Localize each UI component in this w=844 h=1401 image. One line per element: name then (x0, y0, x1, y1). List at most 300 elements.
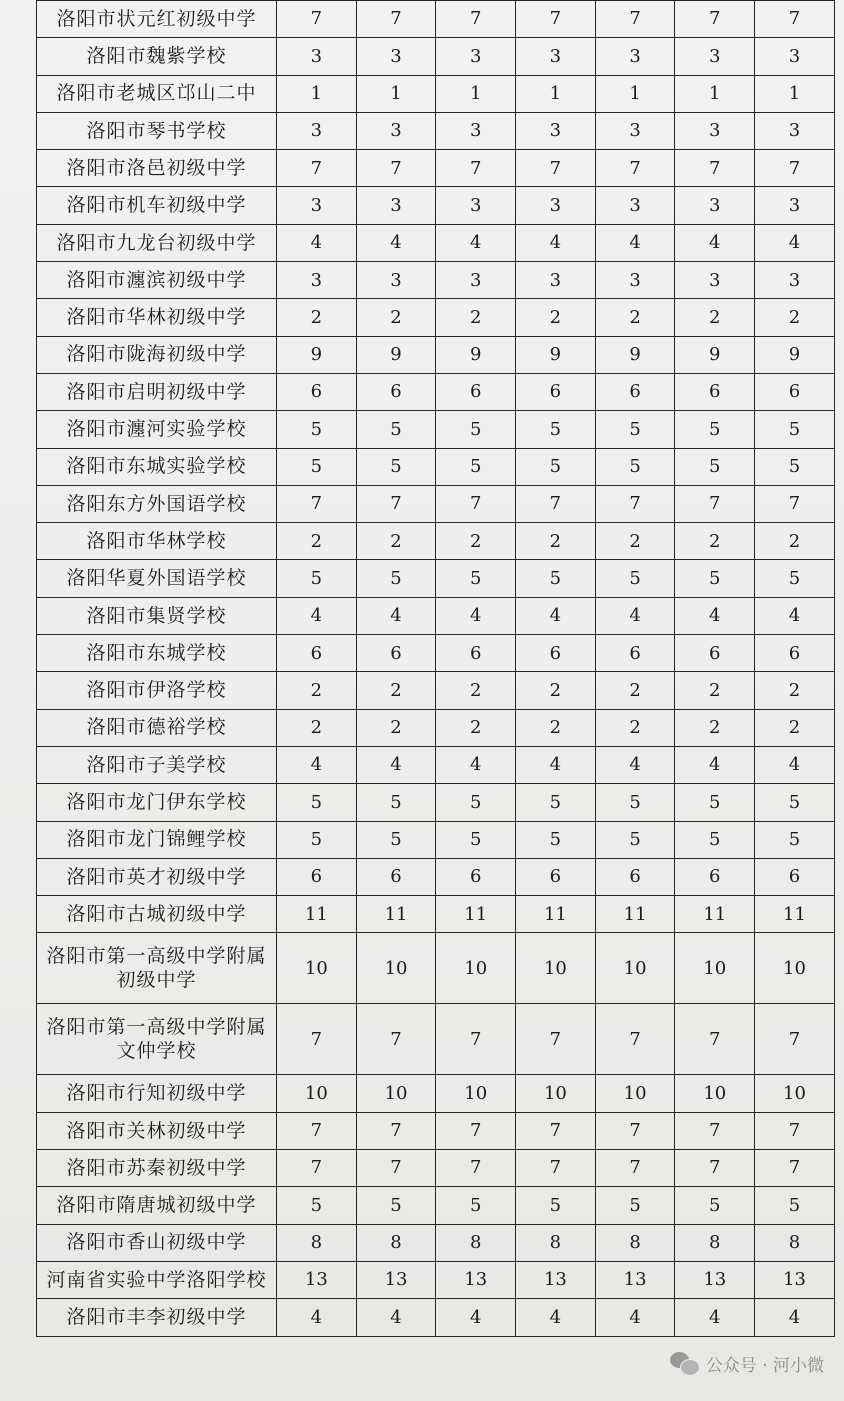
school-name-cell: 洛阳华夏外国语学校 (37, 560, 277, 597)
quota-value-cell: 2 (755, 299, 835, 336)
wechat-account-watermark (670, 1350, 824, 1376)
quota-value-cell: 7 (356, 1, 436, 38)
quota-value-cell: 7 (675, 1150, 755, 1187)
table-row (37, 1004, 835, 1075)
quota-value-cell: 7 (356, 150, 436, 187)
quota-value-cell: 5 (436, 784, 516, 821)
table-row (37, 597, 835, 634)
quota-value-cell: 4 (356, 224, 436, 261)
quota-value-cell: 5 (277, 1187, 357, 1224)
quota-value-cell: 9 (675, 336, 755, 373)
quota-value-cell: 4 (436, 597, 516, 634)
quota-value-cell: 3 (675, 262, 755, 299)
quota-value-cell: 3 (436, 262, 516, 299)
quota-value-cell: 10 (516, 1075, 596, 1112)
quota-value-cell: 6 (356, 858, 436, 895)
school-name-cell: 洛阳市香山初级中学 (37, 1224, 277, 1261)
quota-value-cell: 2 (516, 709, 596, 746)
quota-value-cell: 8 (436, 1224, 516, 1261)
quota-value-cell: 10 (595, 1075, 675, 1112)
quota-value-cell: 2 (436, 299, 516, 336)
table-row (37, 1187, 835, 1224)
quota-value-cell: 2 (516, 299, 596, 336)
quota-value-cell: 5 (356, 411, 436, 448)
quota-value-cell: 5 (595, 448, 675, 485)
quota-value-cell: 7 (516, 1112, 596, 1149)
quota-value-cell: 3 (516, 112, 596, 149)
quota-value-cell: 7 (436, 1004, 516, 1075)
quota-value-cell: 2 (595, 299, 675, 336)
quota-value-cell: 5 (595, 411, 675, 448)
table-row (37, 709, 835, 746)
quota-value-cell: 7 (595, 1150, 675, 1187)
quota-value-cell: 3 (436, 38, 516, 75)
quota-value-cell: 6 (516, 635, 596, 672)
quota-value-cell: 2 (277, 299, 357, 336)
quota-value-cell: 5 (516, 560, 596, 597)
quota-value-cell: 3 (277, 187, 357, 224)
quota-value-cell: 3 (516, 262, 596, 299)
quota-value-cell: 4 (516, 746, 596, 783)
quota-value-cell: 5 (516, 821, 596, 858)
quota-value-cell: 4 (755, 1299, 835, 1336)
quota-value-cell: 7 (436, 1112, 516, 1149)
school-name-cell: 洛阳市瀍河实验学校 (37, 411, 277, 448)
quota-value-cell: 3 (755, 112, 835, 149)
table-row (37, 299, 835, 336)
quota-value-cell: 5 (436, 1187, 516, 1224)
quota-value-cell: 4 (675, 746, 755, 783)
school-name-cell: 洛阳东方外国语学校 (37, 485, 277, 522)
quota-value-cell: 10 (675, 1075, 755, 1112)
quota-value-cell: 5 (675, 784, 755, 821)
quota-value-cell: 2 (675, 672, 755, 709)
quota-value-cell: 4 (356, 1299, 436, 1336)
table-row (37, 1112, 835, 1149)
quota-value-cell: 9 (595, 336, 675, 373)
quota-value-cell: 3 (356, 187, 436, 224)
quota-value-cell: 3 (436, 187, 516, 224)
table-row (37, 1224, 835, 1261)
quota-value-cell: 3 (675, 187, 755, 224)
quota-value-cell: 5 (516, 1187, 596, 1224)
quota-value-cell: 5 (356, 448, 436, 485)
table-row (37, 38, 835, 75)
quota-value-cell: 9 (436, 336, 516, 373)
quota-value-cell: 2 (516, 523, 596, 560)
quota-value-cell: 11 (675, 896, 755, 933)
quota-value-cell: 5 (277, 821, 357, 858)
quota-value-cell: 13 (755, 1261, 835, 1298)
quota-value-cell: 9 (516, 336, 596, 373)
table-row (37, 262, 835, 299)
quota-value-cell: 3 (595, 262, 675, 299)
quota-value-cell: 5 (516, 784, 596, 821)
quota-value-cell: 8 (595, 1224, 675, 1261)
quota-value-cell: 10 (436, 1075, 516, 1112)
table-row (37, 1075, 835, 1112)
quota-value-cell: 7 (755, 1, 835, 38)
quota-value-cell: 5 (516, 448, 596, 485)
quota-value-cell: 7 (516, 1004, 596, 1075)
quota-value-cell: 2 (516, 672, 596, 709)
quota-value-cell: 11 (277, 896, 357, 933)
table-row (37, 150, 835, 187)
quota-value-cell: 1 (436, 75, 516, 112)
quota-value-cell: 5 (675, 448, 755, 485)
quota-value-cell: 7 (277, 1004, 357, 1075)
quota-value-cell: 7 (516, 150, 596, 187)
quota-value-cell: 10 (755, 1075, 835, 1112)
quota-value-cell: 10 (277, 933, 357, 1004)
table-row (37, 746, 835, 783)
quota-value-cell: 2 (595, 523, 675, 560)
quota-value-cell: 6 (675, 373, 755, 410)
quota-table-body (37, 1, 835, 1337)
quota-value-cell: 4 (516, 597, 596, 634)
quota-value-cell: 4 (516, 224, 596, 261)
quota-value-cell: 5 (277, 448, 357, 485)
quota-value-cell: 8 (277, 1224, 357, 1261)
quota-value-cell: 5 (356, 1187, 436, 1224)
quota-value-cell: 2 (356, 709, 436, 746)
quota-value-cell: 3 (516, 38, 596, 75)
quota-value-cell: 4 (595, 1299, 675, 1336)
school-name-cell: 洛阳市机车初级中学 (37, 187, 277, 224)
quota-value-cell: 6 (277, 635, 357, 672)
quota-value-cell: 5 (595, 821, 675, 858)
quota-value-cell: 10 (356, 933, 436, 1004)
watermark-text: 公众号 · 河小微 (705, 1355, 824, 1376)
school-name-cell: 洛阳市龙门伊东学校 (37, 784, 277, 821)
quota-value-cell: 7 (595, 1, 675, 38)
table-row (37, 672, 835, 709)
quota-value-cell: 13 (675, 1261, 755, 1298)
quota-value-cell: 5 (595, 784, 675, 821)
quota-value-cell: 2 (356, 523, 436, 560)
school-name-cell: 洛阳市子美学校 (37, 746, 277, 783)
quota-value-cell: 5 (755, 411, 835, 448)
table-row (37, 224, 835, 261)
quota-value-cell: 4 (277, 597, 357, 634)
quota-value-cell: 5 (516, 411, 596, 448)
quota-value-cell: 4 (516, 1299, 596, 1336)
quota-value-cell: 5 (755, 448, 835, 485)
quota-value-cell: 7 (277, 485, 357, 522)
quota-value-cell: 3 (675, 38, 755, 75)
quota-value-cell: 11 (516, 896, 596, 933)
quota-value-cell: 6 (516, 373, 596, 410)
quota-value-cell: 3 (595, 38, 675, 75)
quota-value-cell: 7 (675, 485, 755, 522)
quota-value-cell: 1 (277, 75, 357, 112)
quota-value-cell: 4 (277, 224, 357, 261)
quota-value-cell: 2 (436, 709, 516, 746)
quota-value-cell: 5 (436, 560, 516, 597)
quota-value-cell: 7 (595, 485, 675, 522)
quota-value-cell: 4 (356, 597, 436, 634)
quota-value-cell: 10 (595, 933, 675, 1004)
quota-value-cell: 11 (356, 896, 436, 933)
quota-value-cell: 5 (277, 560, 357, 597)
table-row (37, 1, 835, 38)
quota-value-cell: 4 (436, 224, 516, 261)
quota-value-cell: 7 (755, 1112, 835, 1149)
table-row (37, 821, 835, 858)
quota-value-cell: 2 (755, 523, 835, 560)
school-name-cell: 洛阳市龙门锦鲤学校 (37, 821, 277, 858)
quota-value-cell: 4 (755, 746, 835, 783)
quota-value-cell: 4 (675, 224, 755, 261)
quota-value-cell: 5 (436, 411, 516, 448)
quota-value-cell: 2 (675, 299, 755, 336)
table-row (37, 112, 835, 149)
quota-value-cell: 1 (675, 75, 755, 112)
quota-value-cell: 4 (675, 597, 755, 634)
quota-value-cell: 7 (516, 1, 596, 38)
school-name-cell: 洛阳市九龙台初级中学 (37, 224, 277, 261)
quota-value-cell: 3 (436, 112, 516, 149)
quota-value-cell: 7 (277, 1150, 357, 1187)
quota-value-cell: 5 (675, 821, 755, 858)
school-name-cell: 洛阳市古城初级中学 (37, 896, 277, 933)
quota-value-cell: 7 (277, 150, 357, 187)
table-row (37, 635, 835, 672)
quota-value-cell: 8 (516, 1224, 596, 1261)
quota-value-cell: 11 (436, 896, 516, 933)
school-name-cell: 洛阳市陇海初级中学 (37, 336, 277, 373)
quota-value-cell: 1 (755, 75, 835, 112)
quota-value-cell: 7 (277, 1112, 357, 1149)
quota-value-cell: 4 (595, 597, 675, 634)
quota-value-cell: 7 (356, 485, 436, 522)
quota-value-cell: 2 (277, 709, 357, 746)
school-name-cell: 河南省实验中学洛阳学校 (37, 1261, 277, 1298)
table-row (37, 485, 835, 522)
quota-value-cell: 13 (516, 1261, 596, 1298)
quota-value-cell: 7 (516, 485, 596, 522)
quota-value-cell: 2 (755, 709, 835, 746)
wechat-icon (670, 1350, 700, 1376)
table-row (37, 560, 835, 597)
quota-value-cell: 7 (356, 1112, 436, 1149)
quota-value-cell: 6 (436, 373, 516, 410)
quota-value-cell: 7 (356, 1150, 436, 1187)
quota-value-cell: 3 (675, 112, 755, 149)
quota-value-cell: 6 (356, 373, 436, 410)
quota-value-cell: 6 (277, 373, 357, 410)
quota-value-cell: 1 (356, 75, 436, 112)
quota-value-cell: 9 (755, 336, 835, 373)
quota-value-cell: 4 (277, 746, 357, 783)
quota-table (36, 0, 835, 1337)
quota-value-cell: 2 (436, 523, 516, 560)
quota-value-cell: 7 (755, 1150, 835, 1187)
quota-value-cell: 7 (595, 1112, 675, 1149)
school-name-cell: 洛阳市第一高级中学附属文仲学校 (37, 1004, 277, 1075)
quota-value-cell: 6 (277, 858, 357, 895)
quota-value-cell: 7 (755, 1004, 835, 1075)
school-name-cell: 洛阳市伊洛学校 (37, 672, 277, 709)
quota-value-cell: 3 (277, 38, 357, 75)
school-name-cell: 洛阳市东城实验学校 (37, 448, 277, 485)
quota-value-cell: 7 (675, 1004, 755, 1075)
quota-value-cell: 7 (595, 150, 675, 187)
school-name-cell: 洛阳市洛邑初级中学 (37, 150, 277, 187)
quota-value-cell: 8 (755, 1224, 835, 1261)
table-row (37, 933, 835, 1004)
table-row (37, 1150, 835, 1187)
quota-value-cell: 10 (436, 933, 516, 1004)
quota-value-cell: 8 (356, 1224, 436, 1261)
quota-value-cell: 5 (755, 821, 835, 858)
table-row (37, 1261, 835, 1298)
school-name-cell: 洛阳市德裕学校 (37, 709, 277, 746)
quota-value-cell: 3 (356, 38, 436, 75)
quota-value-cell: 6 (755, 373, 835, 410)
quota-value-cell: 9 (277, 336, 357, 373)
quota-value-cell: 3 (516, 187, 596, 224)
quota-value-cell: 2 (436, 672, 516, 709)
quota-value-cell: 4 (277, 1299, 357, 1336)
quota-value-cell: 2 (675, 523, 755, 560)
quota-value-cell: 5 (595, 1187, 675, 1224)
school-name-cell: 洛阳市琴书学校 (37, 112, 277, 149)
quota-value-cell: 6 (356, 635, 436, 672)
school-name-cell: 洛阳市集贤学校 (37, 597, 277, 634)
quota-value-cell: 7 (436, 150, 516, 187)
quota-value-cell: 2 (595, 709, 675, 746)
school-name-cell: 洛阳市华林学校 (37, 523, 277, 560)
quota-value-cell: 7 (356, 1004, 436, 1075)
quota-value-cell: 5 (755, 560, 835, 597)
quota-value-cell: 2 (277, 672, 357, 709)
quota-value-cell: 1 (516, 75, 596, 112)
quota-value-cell: 6 (675, 635, 755, 672)
quota-value-cell: 4 (755, 597, 835, 634)
quota-value-cell: 6 (755, 635, 835, 672)
quota-value-cell: 7 (675, 150, 755, 187)
quota-value-cell: 3 (356, 262, 436, 299)
quota-value-cell: 7 (755, 150, 835, 187)
school-name-cell: 洛阳市东城学校 (37, 635, 277, 672)
quota-value-cell: 5 (356, 784, 436, 821)
table-row (37, 858, 835, 895)
quota-value-cell: 10 (516, 933, 596, 1004)
quota-value-cell: 11 (755, 896, 835, 933)
quota-value-cell: 10 (356, 1075, 436, 1112)
quota-value-cell: 7 (516, 1150, 596, 1187)
quota-value-cell: 5 (356, 821, 436, 858)
table-row (37, 75, 835, 112)
quota-value-cell: 5 (277, 411, 357, 448)
table-row (37, 187, 835, 224)
quota-value-cell: 6 (595, 373, 675, 410)
quota-value-cell: 4 (356, 746, 436, 783)
quota-value-cell: 6 (595, 635, 675, 672)
quota-value-cell: 3 (356, 112, 436, 149)
quota-value-cell: 5 (595, 560, 675, 597)
quota-value-cell: 13 (595, 1261, 675, 1298)
quota-value-cell: 3 (755, 262, 835, 299)
quota-value-cell: 7 (436, 1, 516, 38)
quota-value-cell: 7 (436, 485, 516, 522)
quota-value-cell: 11 (595, 896, 675, 933)
quota-value-cell: 7 (755, 485, 835, 522)
quota-value-cell: 2 (356, 672, 436, 709)
quota-value-cell: 4 (595, 746, 675, 783)
quota-value-cell: 2 (595, 672, 675, 709)
school-name-cell: 洛阳市瀍滨初级中学 (37, 262, 277, 299)
quota-value-cell: 6 (436, 858, 516, 895)
table-row (37, 896, 835, 933)
quota-value-cell: 3 (755, 38, 835, 75)
school-name-cell: 洛阳市关林初级中学 (37, 1112, 277, 1149)
quota-value-cell: 5 (675, 1187, 755, 1224)
quota-value-cell: 5 (436, 448, 516, 485)
quota-value-cell: 4 (595, 224, 675, 261)
table-row (37, 523, 835, 560)
quota-value-cell: 7 (675, 1112, 755, 1149)
quota-value-cell: 5 (755, 1187, 835, 1224)
quota-value-cell: 5 (675, 560, 755, 597)
quota-value-cell: 4 (755, 224, 835, 261)
quota-value-cell: 3 (277, 262, 357, 299)
quota-value-cell: 13 (356, 1261, 436, 1298)
school-name-cell: 洛阳市魏紫学校 (37, 38, 277, 75)
quota-value-cell: 6 (755, 858, 835, 895)
quota-value-cell: 6 (436, 635, 516, 672)
quota-table-wrapper (36, 0, 834, 1337)
quota-value-cell: 7 (675, 1, 755, 38)
table-row (37, 411, 835, 448)
quota-value-cell: 2 (675, 709, 755, 746)
quota-value-cell: 5 (755, 784, 835, 821)
school-name-cell: 洛阳市苏秦初级中学 (37, 1150, 277, 1187)
quota-value-cell: 5 (675, 411, 755, 448)
quota-value-cell: 4 (675, 1299, 755, 1336)
table-row (37, 373, 835, 410)
quota-value-cell: 3 (595, 187, 675, 224)
quota-value-cell: 13 (277, 1261, 357, 1298)
quota-value-cell: 4 (436, 746, 516, 783)
quota-value-cell: 8 (675, 1224, 755, 1261)
quota-value-cell: 3 (595, 112, 675, 149)
quota-value-cell: 6 (675, 858, 755, 895)
table-row (37, 1299, 835, 1336)
quota-value-cell: 10 (755, 933, 835, 1004)
school-name-cell: 洛阳市老城区邙山二中 (37, 75, 277, 112)
quota-value-cell: 3 (755, 187, 835, 224)
quota-value-cell: 9 (356, 336, 436, 373)
quota-value-cell: 6 (595, 858, 675, 895)
school-name-cell: 洛阳市第一高级中学附属初级中学 (37, 933, 277, 1004)
quota-value-cell: 10 (675, 933, 755, 1004)
quota-value-cell: 6 (516, 858, 596, 895)
quota-value-cell: 2 (755, 672, 835, 709)
quota-value-cell: 7 (277, 1, 357, 38)
quota-value-cell: 13 (436, 1261, 516, 1298)
school-name-cell: 洛阳市隋唐城初级中学 (37, 1187, 277, 1224)
quota-value-cell: 3 (277, 112, 357, 149)
quota-value-cell: 5 (277, 784, 357, 821)
school-name-cell: 洛阳市丰李初级中学 (37, 1299, 277, 1336)
quota-value-cell: 4 (436, 1299, 516, 1336)
quota-value-cell: 5 (356, 560, 436, 597)
quota-value-cell: 2 (356, 299, 436, 336)
quota-value-cell: 10 (277, 1075, 357, 1112)
school-name-cell: 洛阳市启明初级中学 (37, 373, 277, 410)
